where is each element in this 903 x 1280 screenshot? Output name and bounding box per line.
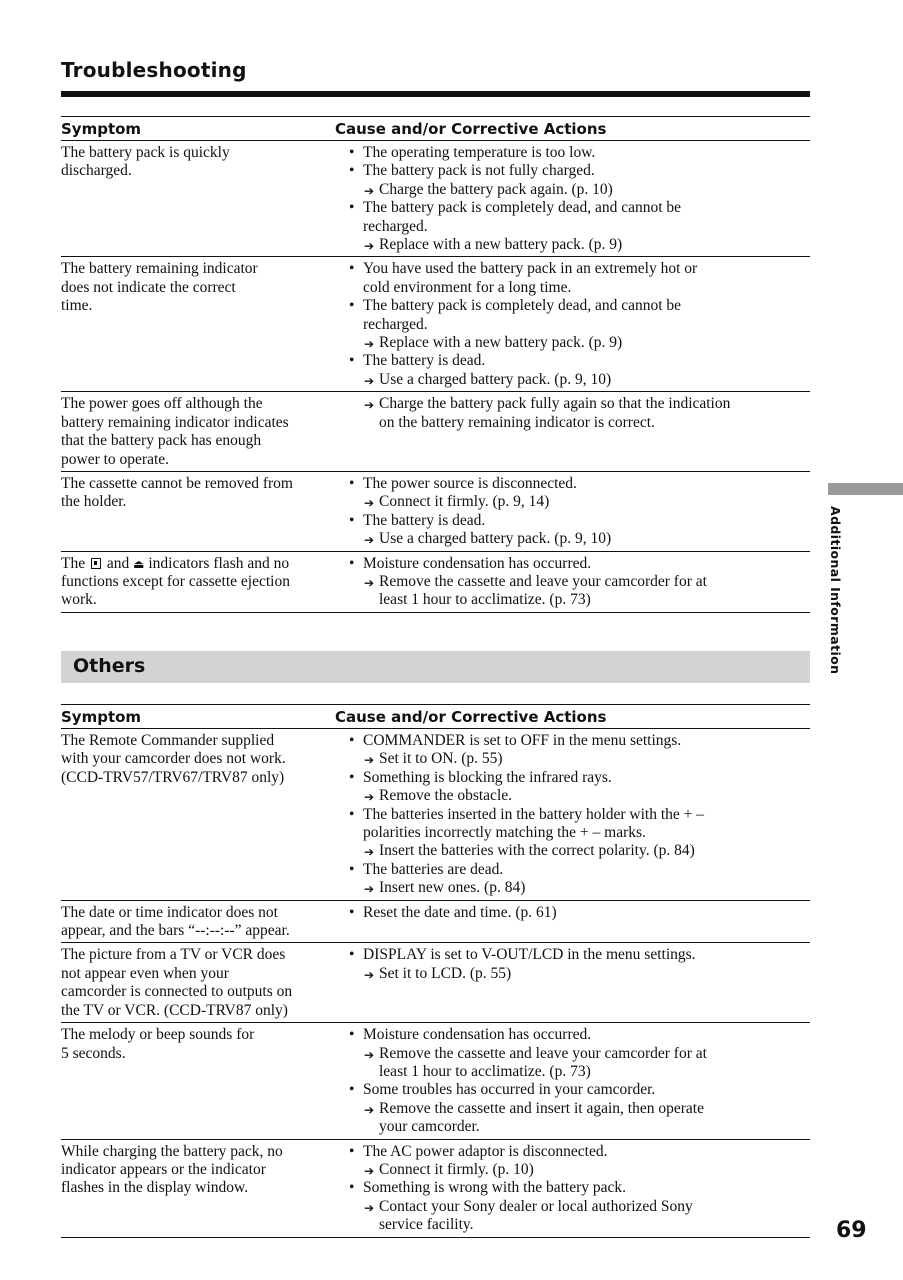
line-text: Insert new ones. (p. 84) <box>379 879 526 897</box>
action-item <box>347 879 810 897</box>
line-text: Replace with a new battery pack. (p. 9) <box>379 334 623 352</box>
symptom-line: appear, and the bars “--:--:--” appear. <box>61 922 290 940</box>
line-text: least 1 hour to acclimatize. (p. 73) <box>379 1062 591 1080</box>
cause-item <box>347 946 810 964</box>
line-text: The battery is dead. <box>363 511 486 529</box>
arrow-right-icon: ➔ <box>364 753 375 768</box>
table-row <box>61 552 810 613</box>
line-text: The battery is dead. <box>363 352 486 370</box>
cause-item <box>347 1179 810 1197</box>
action-item <box>347 181 810 199</box>
arrow-right-icon: ➔ <box>364 533 375 548</box>
line-text: You have used the battery pack in an extremely hot or <box>363 260 698 278</box>
causes-cell <box>335 904 810 941</box>
line-text: Charge the battery pack again. (p. 10) <box>379 180 613 198</box>
table-row <box>61 472 810 552</box>
cause-header: Cause and/or Corrective Actions <box>335 119 607 138</box>
arrow-right-icon: ➔ <box>364 337 375 352</box>
line-text: Contact your Sony dealer or local authorized Sony <box>379 1197 693 1215</box>
symptom-line: indicator appears or the indicator <box>61 1160 266 1178</box>
cause-item <box>347 297 810 315</box>
causes-cell <box>335 144 810 254</box>
symptom-line: time. <box>61 297 93 315</box>
line-text: Remove the cassette and insert it again, then operate <box>379 1099 704 1117</box>
symptom-line: (CCD-TRV57/TRV67/TRV87 only) <box>61 768 285 786</box>
table-row <box>61 141 810 257</box>
symptom-line: battery remaining indicator indicates <box>61 413 289 431</box>
symptom-header: Symptom <box>61 119 142 138</box>
arrow-right-icon: ➔ <box>364 575 375 590</box>
causes-cell <box>335 1143 810 1235</box>
cause-item <box>347 1026 810 1044</box>
symptom-header: Symptom <box>61 707 142 726</box>
action-item <box>347 1161 810 1179</box>
action-item <box>347 236 810 254</box>
line-text: The batteries are dead. <box>363 860 504 878</box>
symptom-line: functions except for cassette ejection <box>61 572 290 590</box>
line-text: The battery pack is completely dead, and cannot be <box>363 297 682 315</box>
symptom-line: The picture from a TV or VCR does <box>61 946 286 964</box>
arrow-right-icon: ➔ <box>364 398 375 413</box>
page-number: 69 <box>836 1218 867 1243</box>
cause-item <box>347 769 810 787</box>
arrow-right-icon: ➔ <box>364 1163 375 1178</box>
line-text: cold environment for a long time. <box>363 278 572 296</box>
symptom-text: and <box>106 554 130 572</box>
table-row <box>61 729 810 901</box>
symptom-line: The battery pack is quickly <box>61 144 230 161</box>
action-item <box>347 965 810 983</box>
line-text: Remove the cassette and leave your camcorder for at <box>379 572 707 590</box>
cause-item <box>347 904 810 922</box>
action-item <box>347 573 810 591</box>
action-item <box>347 395 810 413</box>
line-text: The AC power adaptor is disconnected. <box>363 1142 608 1160</box>
action-item <box>347 1100 810 1118</box>
symptom-text: indicators flash and no <box>148 554 290 572</box>
table-row <box>61 901 810 944</box>
line-text: Use a charged battery pack. (p. 9, 10) <box>379 370 612 388</box>
causes-cell <box>335 260 810 389</box>
line-text: Insert the batteries with the correct polarity. (p. 84) <box>379 842 695 860</box>
arrow-right-icon: ➔ <box>364 373 375 388</box>
cause-item <box>347 806 810 824</box>
symptom-line: The power goes off although the <box>61 395 263 413</box>
line-text: Moisture condensation has occurred. <box>363 554 592 572</box>
cause-item <box>347 555 810 573</box>
action-item <box>347 530 810 548</box>
page-title: Troubleshooting <box>61 58 247 82</box>
continuation-line <box>347 591 810 609</box>
others-table <box>61 704 810 1238</box>
line-text: The battery pack is not fully charged. <box>363 162 595 180</box>
symptom-cell <box>61 144 335 254</box>
table-row <box>61 1140 810 1238</box>
symptom-line: flashes in the display window. <box>61 1179 249 1197</box>
line-text: Reset the date and time. (p. 61) <box>363 903 557 921</box>
line-text: on the battery remaining indicator is correct. <box>379 413 655 431</box>
arrow-right-icon: ➔ <box>364 1047 375 1062</box>
title-rule <box>61 91 810 97</box>
symptom-cell <box>61 395 335 469</box>
symptom-cell <box>61 260 335 389</box>
causes-cell <box>335 732 810 898</box>
cause-item <box>347 199 810 217</box>
action-item <box>347 787 810 805</box>
line-text: COMMANDER is set to OFF in the menu settings. <box>363 732 682 749</box>
symptom-line: work. <box>61 591 97 609</box>
symptom-line: the TV or VCR. (CCD-TRV87 only) <box>61 1001 288 1019</box>
continuation-line <box>347 279 810 297</box>
cause-item <box>347 512 810 530</box>
table-row <box>61 1023 810 1139</box>
line-text: The power source is disconnected. <box>363 474 577 492</box>
symptom-cell <box>61 475 335 549</box>
symptom-line: While charging the battery pack, no <box>61 1142 283 1160</box>
side-tab-marker <box>828 483 903 495</box>
line-text: The operating temperature is too low. <box>363 144 596 161</box>
section-band-others <box>61 651 810 683</box>
line-text: Remove the obstacle. <box>379 787 512 805</box>
symptom-cell <box>61 1143 335 1235</box>
line-text: recharged. <box>363 217 428 235</box>
symptom-cell <box>61 555 335 610</box>
arrow-right-icon: ➔ <box>364 882 375 897</box>
symptom-line: The cassette cannot be removed from <box>61 474 293 492</box>
line-text: Connect it firmly. (p. 9, 14) <box>379 493 550 511</box>
arrow-right-icon: ➔ <box>364 496 375 511</box>
table-header <box>61 116 810 141</box>
arrow-right-icon: ➔ <box>364 183 375 198</box>
arrow-right-icon: ➔ <box>364 845 375 860</box>
causes-cell <box>335 395 810 469</box>
causes-cell <box>335 555 810 610</box>
action-item <box>347 842 810 860</box>
table-row <box>61 392 810 472</box>
symptom-line: The Remote Commander supplied <box>61 732 275 749</box>
table-row <box>61 257 810 392</box>
line-text: The batteries inserted in the battery holder with the + – <box>363 805 705 823</box>
symptom-line: does not indicate the correct <box>61 278 236 296</box>
action-item <box>347 334 810 352</box>
line-text: Set it to ON. (p. 55) <box>379 750 503 768</box>
line-text: Something is blocking the infrared rays. <box>363 768 612 786</box>
cause-item <box>347 144 810 162</box>
causes-cell <box>335 475 810 549</box>
side-label: Additional Information <box>828 506 843 675</box>
line-text: The battery pack is completely dead, and cannot be <box>363 199 682 217</box>
causes-cell <box>335 1026 810 1136</box>
symptom-line: the holder. <box>61 493 127 511</box>
symptom-line: with your camcorder does not work. <box>61 750 286 768</box>
cause-item <box>347 352 810 370</box>
arrow-right-icon: ➔ <box>364 790 375 805</box>
causes-cell <box>335 946 810 1020</box>
symptom-text: The <box>61 554 86 572</box>
cause-item <box>347 1143 810 1161</box>
line-text: Remove the cassette and leave your camcorder for at <box>379 1044 707 1062</box>
section-title: Others <box>73 655 146 677</box>
troubleshooting-table <box>61 116 810 613</box>
symptom-cell <box>61 946 335 1020</box>
line-text: your camcorder. <box>379 1118 480 1136</box>
line-text: polarities incorrectly matching the + – marks. <box>363 824 646 842</box>
action-item <box>347 493 810 511</box>
arrow-right-icon: ➔ <box>364 1102 375 1117</box>
cause-item <box>347 861 810 879</box>
arrow-right-icon: ➔ <box>364 239 375 254</box>
symptom-line: 5 seconds. <box>61 1044 126 1062</box>
line-text: Charge the battery pack fully again so that the indication <box>379 395 731 413</box>
line-text: recharged. <box>363 315 428 333</box>
line-text: DISPLAY is set to V-OUT/LCD in the menu settings. <box>363 946 696 964</box>
line-text: Some troubles has occurred in your camcorder. <box>363 1081 656 1099</box>
arrow-right-icon: ➔ <box>364 967 375 982</box>
symptom-line <box>61 555 327 573</box>
symptom-line: The battery remaining indicator <box>61 260 258 278</box>
action-item <box>347 1045 810 1063</box>
symptom-line: power to operate. <box>61 450 170 468</box>
continuation-line <box>347 218 810 236</box>
line-text: least 1 hour to acclimatize. (p. 73) <box>379 591 591 609</box>
line-text: service facility. <box>379 1216 474 1234</box>
line-text: Something is wrong with the battery pack. <box>363 1179 627 1197</box>
line-text: Replace with a new battery pack. (p. 9) <box>379 236 623 254</box>
continuation-line <box>347 1063 810 1081</box>
symptom-line: discharged. <box>61 162 132 180</box>
cassette-indicator-icon <box>91 558 101 569</box>
table-header <box>61 704 810 729</box>
symptom-line: camcorder is connected to outputs on <box>61 983 293 1001</box>
continuation-line <box>347 1118 810 1136</box>
line-text: Set it to LCD. (p. 55) <box>379 964 512 982</box>
symptom-cell <box>61 1026 335 1136</box>
action-item <box>347 371 810 389</box>
continuation-line <box>347 1216 810 1234</box>
symptom-line: The date or time indicator does not <box>61 903 278 921</box>
continuation-line <box>347 824 810 842</box>
line-text: Moisture condensation has occurred. <box>363 1026 592 1044</box>
cause-item <box>347 260 810 278</box>
arrow-right-icon: ➔ <box>364 1200 375 1215</box>
symptom-cell <box>61 732 335 898</box>
cause-item <box>347 475 810 493</box>
symptom-line: The melody or beep sounds for <box>61 1026 255 1044</box>
line-text: Use a charged battery pack. (p. 9, 10) <box>379 530 612 548</box>
cause-item <box>347 732 810 750</box>
eject-icon: ⏏ <box>133 556 145 571</box>
cause-header: Cause and/or Corrective Actions <box>335 707 607 726</box>
symptom-line: that the battery pack has enough <box>61 432 262 450</box>
action-item <box>347 750 810 768</box>
symptom-cell <box>61 904 335 941</box>
continuation-line <box>347 414 810 432</box>
cause-item <box>347 1081 810 1099</box>
line-text: Connect it firmly. (p. 10) <box>379 1160 534 1178</box>
continuation-line <box>347 316 810 334</box>
action-item <box>347 1198 810 1216</box>
table-row <box>61 943 810 1023</box>
cause-item <box>347 162 810 180</box>
symptom-line: not appear even when your <box>61 964 229 982</box>
